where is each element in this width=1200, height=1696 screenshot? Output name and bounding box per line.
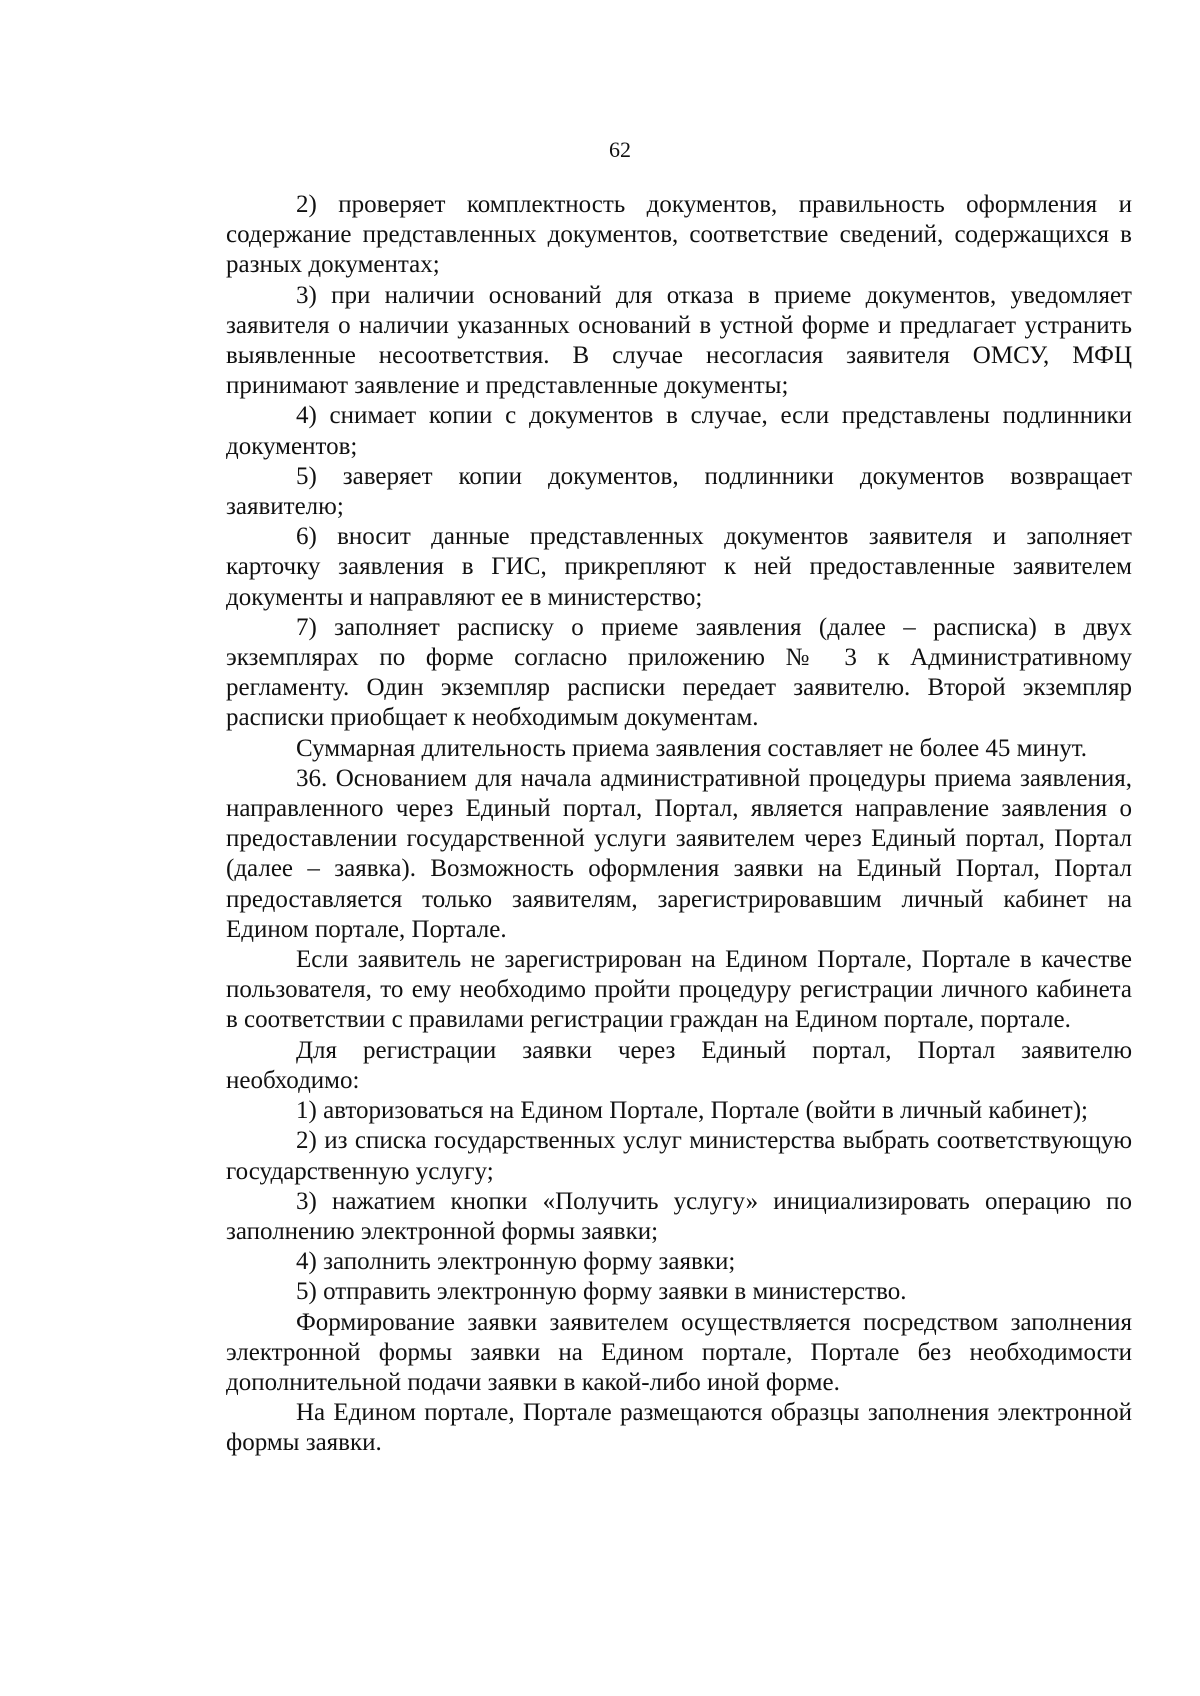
page-number: 62	[609, 137, 631, 162]
paragraph-item-7-receipt: 7) заполняет расписку о приеме заявления (далее – расписка) в двух экземплярах по форме согласно приложению № 3 к Административному регламенту. Один экземпляр расписки передает заявителю. Второй экземпляр расписки приобщает к необходимым документам.	[226, 613, 1132, 732]
paragraph-item-3-refusal-grounds: 3) при наличии оснований для отказа в приеме документов, уведомляет заявителя о наличии указанных оснований в устной форме и предлагает устранить выявленные несоответствия. В случае несогласия заявителя ОМСУ, МФЦ принимают заявление и представленные документы;	[226, 281, 1132, 400]
paragraph-total-duration: Суммарная длительность приема заявления составляет не более 45 минут.	[296, 734, 1088, 762]
paragraph-application-forming: Формирование заявки заявителем осуществляется посредством заполнения электронной формы заявки на Едином портале, Портале без необходимости дополнительной подачи заявки в какой-либо иной форме.	[226, 1308, 1132, 1396]
paragraph-step-5-send-form: 5) отправить электронную форму заявки в министерство.	[296, 1278, 907, 1306]
paragraph-step-2-select-service: 2) из списка государственных услуг министерства выбрать соответствующую государственную услугу;	[226, 1127, 1132, 1185]
paragraph-step-4-fill-form: 4) заполнить электронную форму заявки;	[296, 1248, 736, 1276]
paragraph-step-3-get-service: 3) нажатием кнопки «Получить услугу» инициализировать операцию по заполнению электронной формы заявки;	[226, 1187, 1132, 1245]
paragraph-registration-steps-intro: Для регистрации заявки через Единый портал, Портал заявителю необходимо:	[226, 1036, 1132, 1094]
paragraph-item-6-gis-card: 6) вносит данные представленных документов заявителя и заполняет карточку заявления в ГИС, прикрепляют к ней предоставленные заявителем документы и направляют ее в министерство;	[226, 523, 1132, 611]
paragraph-clause-36: 36. Основанием для начала административной процедуры приема заявления, направленного через Единый портал, Портал, является направление заявления о предоставлении государственной услуги заявителем через Единый портал, Портал (далее – заявка). Возможность оформления заявки на Единый Портал, Портал предоставляется только заявителям, зарегистрировавшим личный кабинет на Едином портале, Портале.	[226, 764, 1132, 943]
paragraph-form-samples: На Едином портале, Портале размещаются образцы заполнения электронной формы заявки.	[226, 1399, 1132, 1457]
paragraph-item-2-check-documents: 2) проверяет комплектность документов, правильность оформления и содержание представленных документов, соответствие сведений, содержащихся в разных документах;	[226, 191, 1132, 279]
paragraph-step-1-authorize: 1) авторизоваться на Едином Портале, Портале (войти в личный кабинет);	[296, 1097, 1088, 1125]
paragraph-item-5-certify-copies: 5) заверяет копии документов, подлинники документов возвращает заявителю;	[226, 462, 1132, 521]
paragraph-registration-requirement: Если заявитель не зарегистрирован на Едином Портале, Портале в качестве пользователя, то ему необходимо пройти процедуру регистрации личного кабинета в соответствии с правилами регистрации граждан на Едином портале, портале.	[226, 946, 1132, 1034]
document-body	[226, 190, 1132, 1459]
paragraph-item-4-copies: 4) снимает копии с документов в случае, если представлены подлинники документов;	[226, 402, 1132, 460]
